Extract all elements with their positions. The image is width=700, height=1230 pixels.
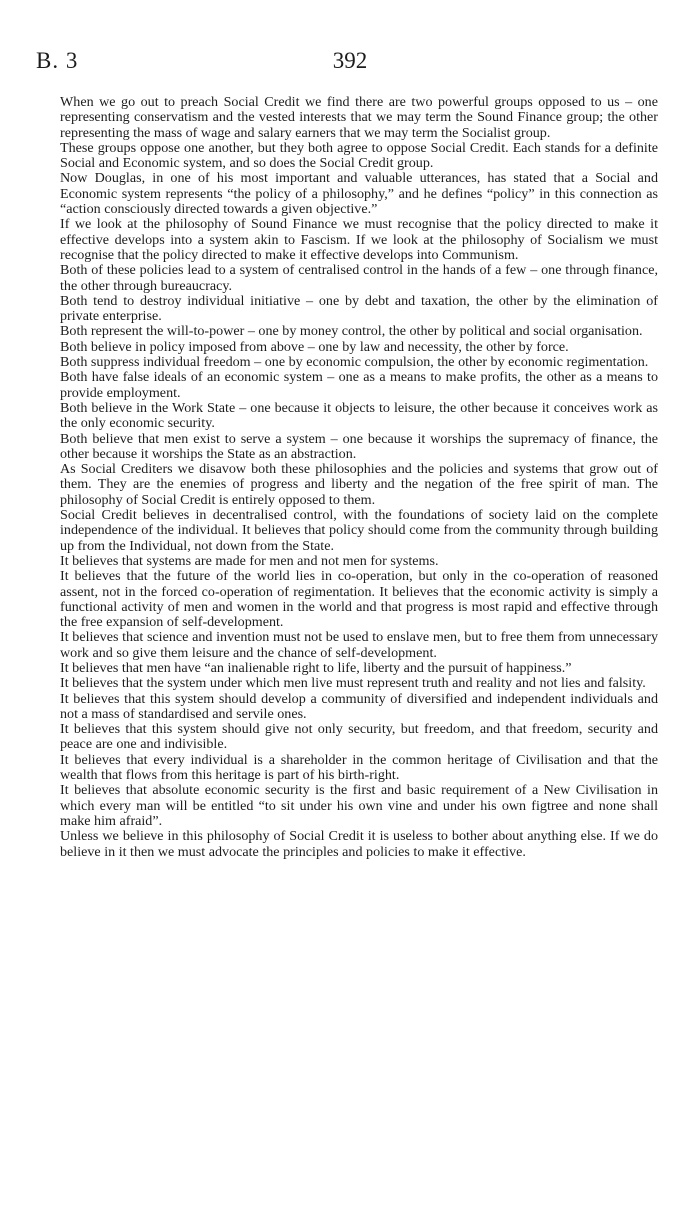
- paragraph-23: It believes that absolute economic security is the first and basic requirement of a New Civilisation in which every man will be entitled “to sit under his own vine and under his own figtree and none shall make him afraid”.: [60, 782, 658, 829]
- paragraph-2: These groups oppose one another, but they both agree to oppose Social Credit. Each stands for a definite Social and Economic system, and so does the Social Credit group.: [60, 139, 658, 172]
- paragraph-12: Both believe that men exist to serve a system – one because it worships the supremacy of finance, the other because it worships the State as an abstraction.: [60, 430, 658, 462]
- paragraph-21: It believes that this system should give not only security, but freedom, and that freedom, security and peace are one and indivisible.: [60, 721, 658, 753]
- paragraph-24: Unless we believe in this philosophy of Social Credit it is useless to bother about anything else. If we do believe in it then we must advocate the principles and policies to make it effective.: [60, 828, 658, 860]
- paragraph-1: When we go out to preach Social Credit we find there are two powerful groups opposed to us – one representing conservatism and the vested interests that we may term the Sound Finance group; the other representing the mass of wage and salary earners that we may term the Socialist group.: [60, 94, 658, 141]
- paragraph-6: Both tend to destroy individual initiative – one by debt and taxation, the other by the elimination of private enterprise.: [60, 292, 658, 325]
- article-body: [60, 95, 658, 860]
- paragraph-11: Both believe in the Work State – one because it objects to leisure, the other because it conceives work as the only economic security.: [60, 399, 658, 432]
- page-number: 392: [332, 48, 368, 73]
- paragraph-3: Now Douglas, in one of his most important and valuable utterances, has stated that a Social and Economic system represents “the policy of a philosophy,” and he defines “policy” in this connection as “action consciously directed towards a given objective.”: [60, 170, 658, 218]
- paragraph-15: It believes that systems are made for men and not men for systems.: [60, 552, 439, 569]
- paragraph-17: It believes that science and invention must not be used to enslave men, but to free them from unnecessary work and so give them leisure and the chance of self-development.: [60, 629, 658, 661]
- page-header: [0, 48, 700, 78]
- paragraph-4: If we look at the philosophy of Sound Finance we must recognise that the policy directed to make it effective develops into a system akin to Fascism. If we look at the philosophy of Socialism we must recognise that the policy directed to make it effective develops into Communism.: [60, 216, 658, 263]
- section-mark: B. 3: [36, 48, 79, 73]
- paragraph-7: Both represent the will-to-power – one by money control, the other by political and social organisation.: [60, 323, 643, 340]
- paragraph-5: Both of these policies lead to a system of centralised control in the hands of a few – one through finance, the other through bureaucracy.: [60, 262, 658, 294]
- paragraph-9: Both suppress individual freedom – one by economic compulsion, the other by economic regimentation.: [60, 354, 649, 371]
- paragraph-19: It believes that the system under which men live must represent truth and reality and not lies and falsity.: [60, 675, 646, 692]
- paragraph-20: It believes that this system should develop a community of diversified and independent individuals and not a mass of standardised and servile ones.: [60, 690, 658, 722]
- paragraph-16: It believes that the future of the world lies in co-operation, but only in the co-operation of reasoned assent, not in the forced co-operation of regimentation. It believes that the economic activity is simply a functional activity of men and women in the world and that progress is most rapid and effective through the free expansion of self-development.: [60, 568, 658, 631]
- paragraph-8: Both believe in policy imposed from above – one by law and necessity, the other by force.: [60, 338, 569, 355]
- paragraph-10: Both have false ideals of an economic system – one as a means to make profits, the other as a means to provide employment.: [60, 369, 658, 401]
- paragraph-14: Social Credit believes in decentralised control, with the foundations of society laid on the complete independence of the individual. It believes that policy should come from the community through building up from the Individual, not down from the State.: [60, 507, 658, 554]
- paragraph-18: It believes that men have “an inalienable right to life, liberty and the pursuit of happiness.”: [60, 659, 572, 676]
- paragraph-13: As Social Crediters we disavow both these philosophies and the policies and systems that grow out of them. They are the enemies of progress and liberty and the negation of the free spirit of man. The philosophy of Social Credit is entirely opposed to them.: [60, 461, 658, 508]
- paragraph-22: It believes that every individual is a shareholder in the common heritage of Civilisation and that the wealth that flows from this heritage is part of his birth-right.: [60, 751, 658, 784]
